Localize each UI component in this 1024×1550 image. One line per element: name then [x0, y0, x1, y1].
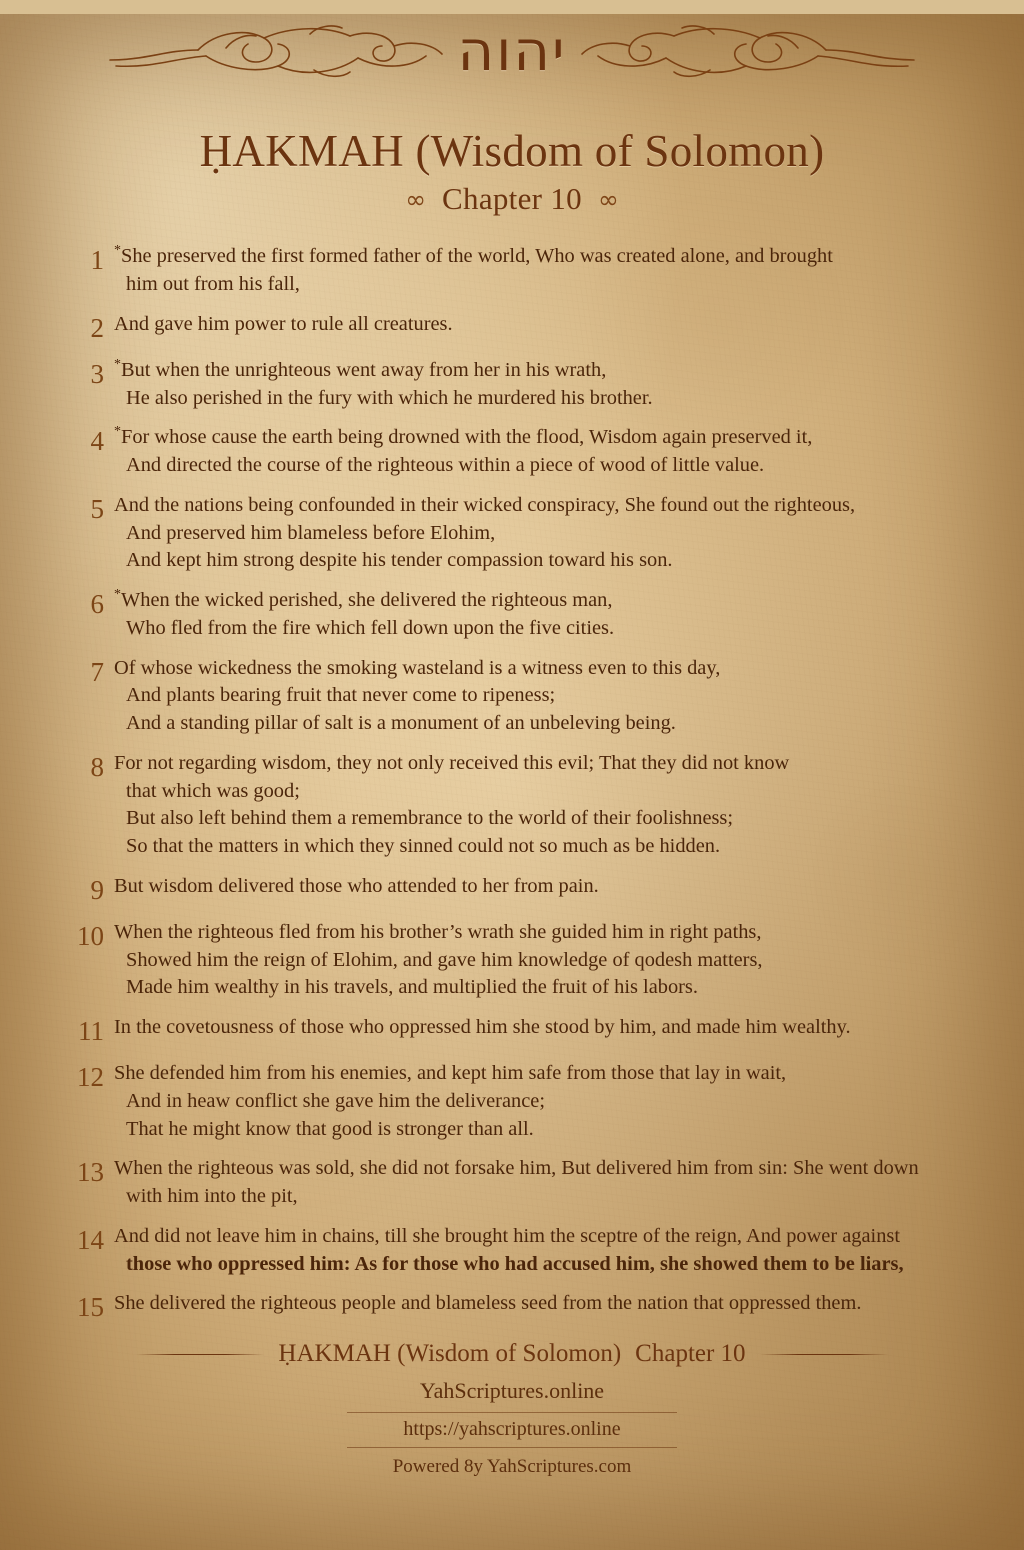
verse-line: that which was good; — [126, 779, 300, 802]
verse-row — [58, 492, 974, 575]
verse-line: Who fled from the fire which fell down upon the five cities. — [126, 616, 615, 639]
verse-number: 2 — [90, 312, 104, 343]
verse-row — [58, 873, 974, 907]
verse-number: 7 — [90, 656, 104, 687]
verse-text — [114, 587, 974, 643]
footer-book-title: ḤAKMAH (Wisdom of Solomon) — [278, 1340, 622, 1368]
verse-row — [58, 357, 974, 413]
verse-number: 15 — [77, 1292, 104, 1323]
verse-line: And kept him strong despite his tender compassion toward his son. — [126, 549, 673, 572]
divine-name-tetragrammaton: יהוה — [457, 19, 567, 84]
verse-star-marker: * — [114, 587, 121, 603]
verse-number: 1 — [90, 245, 104, 276]
verse-line: *For whose cause the earth being drowned with the flood, Wisdom again preserved it, — [114, 424, 813, 449]
verse-text — [114, 750, 974, 861]
footer-url-link[interactable]: https://yahscriptures.online — [347, 1412, 677, 1448]
parchment-page — [0, 14, 1024, 1550]
verse-row — [58, 587, 974, 643]
verse-line: And gave him power to rule all creatures. — [114, 312, 453, 335]
verse-number: 5 — [90, 493, 104, 524]
verse-text — [114, 1060, 974, 1143]
verse-text — [114, 919, 974, 1002]
verse-text — [114, 1223, 974, 1279]
verse-line: those who oppressed him: As for those who had accused him, she showed them to be liars, — [126, 1252, 904, 1275]
footer-rule-right — [760, 1354, 888, 1355]
verse-line: In the covetousness of those who oppressed him she stood by him, and made him wealthy. — [114, 1016, 851, 1039]
verse-text — [114, 1014, 974, 1042]
verse-line: She delivered the righteous people and blameless seed from the nation that oppressed them. — [114, 1292, 862, 1315]
verse-line: And did not leave him in chains, till she brought him the sceptre of the reign, And power against — [114, 1224, 901, 1247]
verse-row — [58, 1060, 974, 1143]
verse-line: *When the wicked perished, she delivered the righteous man, — [114, 587, 613, 612]
verse-text — [114, 492, 974, 575]
verse-text — [114, 873, 974, 901]
verse-line: And directed the course of the righteous within a piece of wood of little value. — [126, 454, 765, 477]
chapter-label: Chapter 10 — [442, 181, 582, 217]
chapter-heading — [44, 181, 980, 217]
verse-text — [114, 655, 974, 738]
verse-number: 14 — [77, 1224, 104, 1255]
verse-text — [114, 1290, 974, 1318]
verse-row — [58, 1155, 974, 1211]
verse-row — [58, 1223, 974, 1279]
verse-line: And preserved him blameless before Elohim, — [126, 521, 496, 544]
verse-line: He also perished in the fury with which he murdered his brother. — [126, 386, 653, 409]
verse-line: That he might know that good is stronger than all. — [126, 1117, 534, 1140]
verse-number: 6 — [90, 589, 104, 620]
footer-chapter: Chapter 10 — [635, 1340, 746, 1368]
verse-line: And a standing pillar of salt is a monument of an unbeleving being. — [126, 712, 676, 735]
verse-line: Showed him the reign of Elohim, and gave him knowledge of qodesh matters, — [126, 948, 763, 971]
verse-line: So that the matters in which they sinned could not so much as be hidden. — [126, 835, 721, 858]
verse-line: *She preserved the first formed father of the world, Who was created alone, and brought — [114, 243, 833, 268]
verse-star-marker: * — [114, 356, 121, 372]
verse-list — [44, 243, 980, 1324]
verse-line: But wisdom delivered those who attended to her from pain. — [114, 874, 599, 897]
verse-number: 13 — [77, 1157, 104, 1188]
footer-site-name: YahScriptures.online — [419, 1378, 605, 1404]
verse-row — [58, 919, 974, 1002]
masthead — [44, 14, 980, 122]
page-content — [0, 14, 1024, 1478]
verse-line: When the righteous fled from his brother’s wrath she guided him in right paths, — [114, 920, 762, 943]
verse-row — [58, 750, 974, 861]
verse-number: 3 — [90, 358, 104, 389]
verse-text — [114, 311, 974, 339]
verse-line: Made him wealthy in his travels, and multiplied the fruit of his labors. — [126, 976, 698, 999]
verse-line: Of whose wickedness the smoking wasteland is a witness even to this day, — [114, 656, 721, 679]
verse-row — [58, 1014, 974, 1048]
verse-row — [58, 243, 974, 299]
page-title: ḤAKMAH (Wisdom of Solomon) — [199, 126, 825, 176]
page-footer — [44, 1340, 980, 1478]
verse-number: 11 — [78, 1016, 104, 1047]
verse-number: 10 — [77, 920, 104, 951]
verse-line: She defended him from his enemies, and kept him safe from those that lay in wait, — [114, 1062, 787, 1085]
verse-star-marker: * — [114, 424, 121, 440]
footer-title-row — [44, 1340, 980, 1368]
verse-line: For not regarding wisdom, they not only received this evil; That they did not know — [114, 751, 790, 774]
footer-rule-left — [136, 1354, 264, 1355]
verse-line: And the nations being confounded in their wicked conspiracy, She found out the righteous, — [114, 493, 856, 516]
footer-powered-by: Powered 8y YahScriptures.com — [392, 1456, 632, 1478]
verse-line: When the righteous was sold, she did not forsake him, But delivered him from sin: She went down — [114, 1157, 919, 1180]
verse-line: But also left behind them a remembrance to the world of their foolishness; — [126, 807, 734, 830]
verse-line: And in heaw conflict she gave him the deliverance; — [126, 1089, 545, 1112]
verse-number: 4 — [90, 426, 104, 457]
verse-line: And plants bearing fruit that never come to ripeness; — [126, 684, 556, 707]
verse-number: 8 — [90, 751, 104, 782]
verse-row — [58, 311, 974, 345]
verse-line: with him into the pit, — [126, 1185, 298, 1208]
verse-text — [114, 424, 974, 480]
swirl-left-icon: ∞ — [405, 184, 427, 214]
verse-row — [58, 655, 974, 738]
verse-line: *But when the unrighteous went away from her in his wrath, — [114, 356, 607, 381]
verse-row — [58, 424, 974, 480]
verse-number: 9 — [90, 874, 104, 905]
verse-text — [114, 357, 974, 413]
verse-row — [58, 1290, 974, 1324]
verse-number: 12 — [77, 1062, 104, 1093]
verse-text — [114, 1155, 974, 1211]
verse-text — [114, 243, 974, 299]
verse-star-marker: * — [114, 243, 121, 259]
swirl-right-icon: ∞ — [597, 184, 619, 214]
verse-line: him out from his fall, — [126, 273, 300, 295]
